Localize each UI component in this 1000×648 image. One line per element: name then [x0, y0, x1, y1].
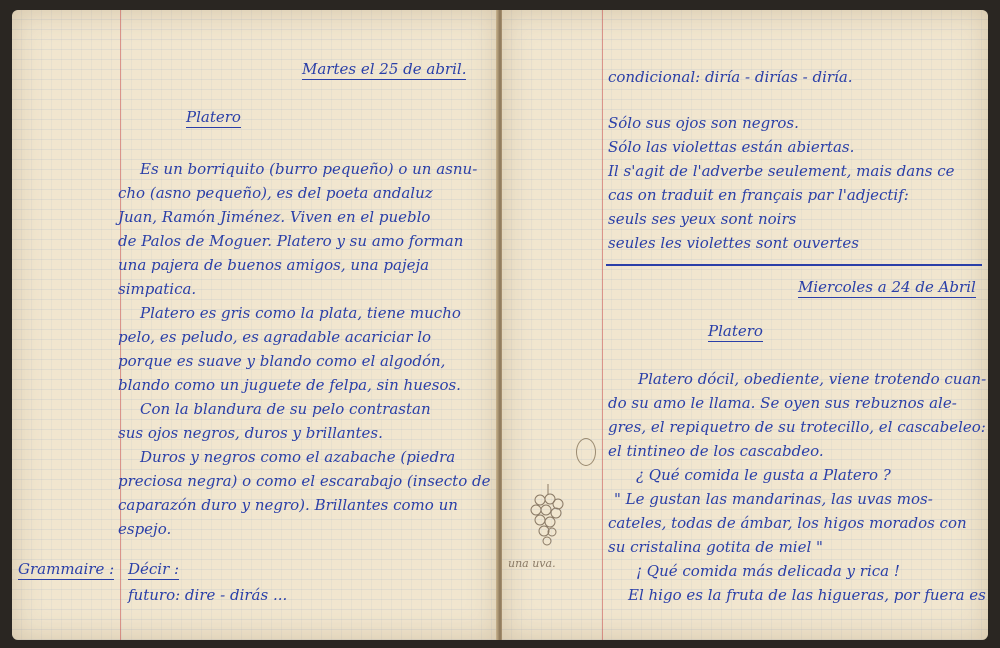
left-line: de Palos de Moguer. Platero y su amo forman: [118, 232, 464, 250]
right-line: ¡ Qué comida más delicada y rica !: [636, 562, 900, 580]
right-margin-line: [602, 10, 603, 640]
left-page: [12, 10, 498, 640]
grapes-sketch-icon: [520, 480, 576, 560]
left-line: simpatica.: [118, 280, 197, 298]
left-line: pelo, es peludo, es agradable acariciar lo: [118, 328, 432, 346]
left-margin-line: [120, 10, 121, 640]
right-top-line: Sólo las violettas están abiertas.: [608, 138, 855, 156]
left-date: Martes el 25 de abril.: [302, 60, 467, 78]
sketch-caption: una uva.: [508, 557, 556, 570]
left-line: espejo.: [118, 520, 172, 538]
section-divider: [606, 264, 982, 266]
left-line: Juan, Ramón Jiménez. Viven en el pueblo: [118, 208, 431, 226]
right-date: Miercoles a 24 de Abril: [798, 278, 976, 296]
left-line: caparazón duro y negro). Brillantes como un: [118, 496, 458, 514]
right-line: el tintineo de los cascabdeo.: [608, 442, 824, 460]
left-line: blando como un juguete de felpa, sin huesos.: [118, 376, 461, 394]
right-line: su cristalina gotita de miel ": [608, 538, 823, 556]
right-top-line: seules les violettes sont ouvertes: [608, 234, 859, 252]
left-line: cho (asno pequeño), es del poeta andaluz: [118, 184, 433, 202]
future-line: futuro: dire - dirás ...: [128, 586, 288, 604]
right-top-line: seuls ses yeux sont noirs: [608, 210, 797, 228]
left-line: una pajera de buenos amigos, una pajeja: [118, 256, 430, 274]
circle-stamp: [576, 438, 596, 466]
left-line: Platero es gris como la plata, tiene mucho: [140, 304, 461, 322]
right-top-line: Sólo sus ojos son negros.: [608, 114, 799, 132]
left-line: Duros y negros como el azabache (piedra: [140, 448, 456, 466]
right-line: do su amo le llama. Se oyen sus rebuznos ale-: [608, 394, 957, 412]
left-line: porque es suave y blando como el algodón,: [118, 352, 446, 370]
right-page: [502, 10, 988, 640]
right-line: cateles, todas de ámbar, los higos morados con: [608, 514, 967, 532]
left-line: sus ojos negros, duros y brillantes.: [118, 424, 383, 442]
right-title: Platero: [708, 322, 763, 340]
right-top-line: condicional: diría - dirías - diría.: [608, 68, 853, 86]
left-line: Con la blandura de su pelo contrastan: [140, 400, 431, 418]
left-line: preciosa negra) o como el escarabajo (insecto de: [118, 472, 491, 490]
right-line: El higo es la fruta de las higueras, por fuera es: [628, 586, 986, 604]
right-line: ¿ Qué comida le gusta a Platero ?: [636, 466, 891, 484]
right-top-line: Il s'agit de l'adverbe seulement, mais dans ce: [608, 162, 955, 180]
right-line: gres, el repiquetro de su trotecillo, el cascabeleo:: [608, 418, 986, 436]
right-line: Platero dócil, obediente, viene trotendo cuan-: [638, 370, 987, 388]
grammar-word: Décir :: [128, 560, 180, 578]
left-title: Platero: [186, 108, 241, 126]
left-line: Es un borriquito (burro pequeño) o un asnu-: [140, 160, 478, 178]
right-top-line: cas on traduit en français par l'adjectif:: [608, 186, 909, 204]
grammar-label: Grammaire :: [18, 560, 115, 578]
right-line: " Le gustan las mandarinas, las uvas mos-: [614, 490, 933, 508]
